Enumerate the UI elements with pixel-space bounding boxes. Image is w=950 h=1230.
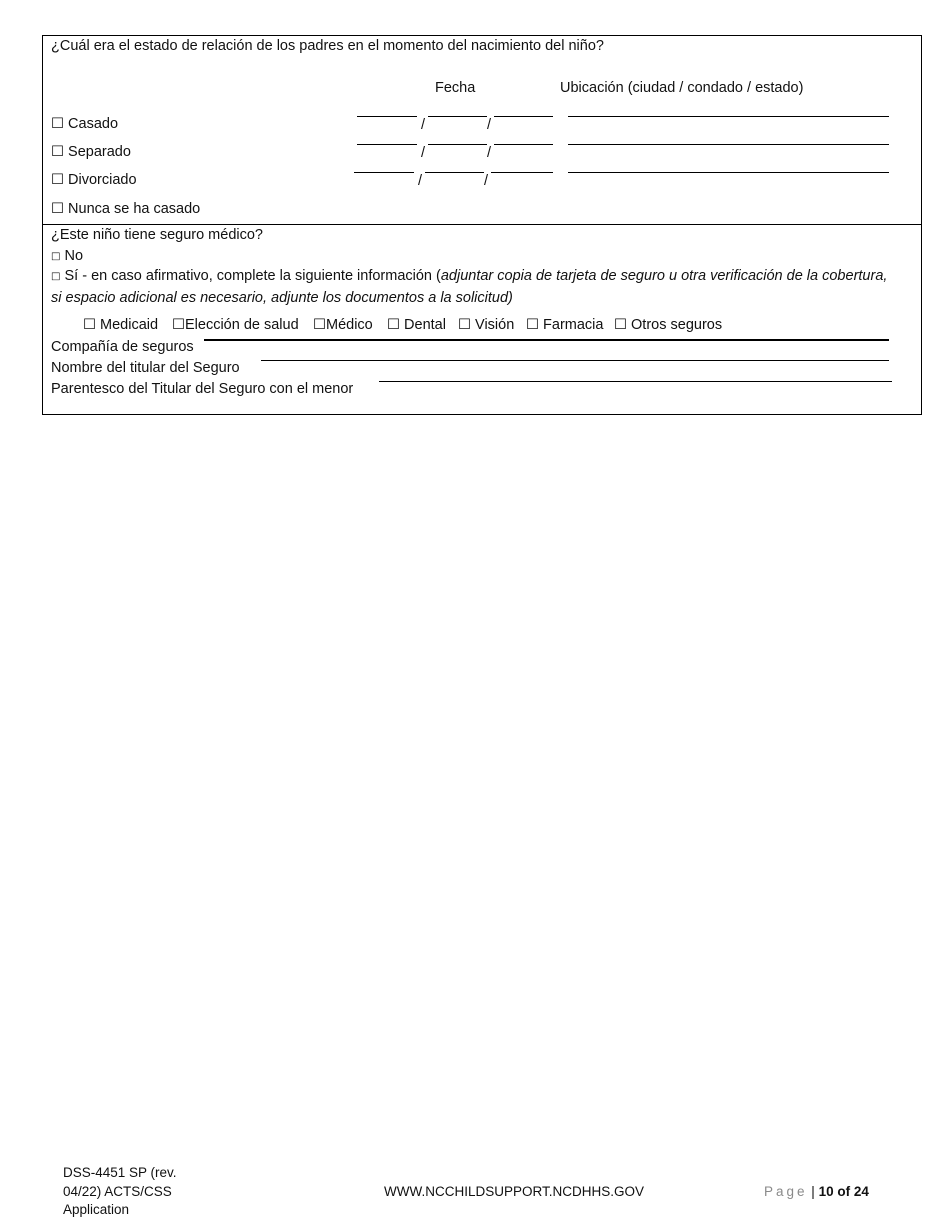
- holder-relationship-field[interactable]: [379, 381, 892, 382]
- page-word: Page: [764, 1184, 808, 1199]
- checkbox-never-married[interactable]: [51, 200, 200, 218]
- checkbox-icon: ☐: [313, 317, 326, 333]
- checkbox-yes[interactable]: [51, 266, 901, 309]
- checkbox-icon: ☐: [51, 172, 64, 188]
- page-indicator: [764, 1183, 869, 1202]
- date-day-field[interactable]: [425, 172, 484, 173]
- checkbox-separated[interactable]: [51, 143, 131, 161]
- date-day-field[interactable]: [428, 144, 487, 145]
- location-column-header: Ubicación (ciudad / condado / estado): [560, 80, 804, 96]
- form-id-line: DSS-4451 SP (rev.: [63, 1165, 177, 1180]
- location-field[interactable]: [568, 172, 889, 173]
- option-label: Casado: [68, 116, 119, 132]
- checkbox-icon: ☐: [458, 317, 471, 333]
- date-month-field[interactable]: [357, 116, 417, 117]
- insurance-company-field[interactable]: [204, 339, 889, 341]
- date-separator: /: [487, 145, 492, 161]
- policy-holder-label: Nombre del titular del Seguro: [51, 360, 240, 376]
- option-label: Medicaid: [100, 317, 159, 333]
- checkbox-married[interactable]: [51, 115, 118, 133]
- date-separator: /: [487, 117, 492, 133]
- marital-status-section: [42, 35, 922, 225]
- checkbox-medicaid[interactable]: [83, 316, 158, 334]
- option-label: Dental: [404, 317, 446, 333]
- page-number: 10 of 24: [818, 1184, 869, 1199]
- insurance-company-label: Compañía de seguros: [51, 339, 194, 355]
- option-label: Otros seguros: [631, 317, 723, 333]
- date-day-field[interactable]: [428, 116, 487, 117]
- insurance-question: ¿Este niño tiene seguro médico?: [51, 227, 263, 243]
- form-identifier: [63, 1164, 177, 1220]
- date-year-field[interactable]: [491, 172, 553, 173]
- checkbox-vision[interactable]: [458, 316, 514, 334]
- location-field[interactable]: [568, 116, 889, 117]
- option-label: Divorciado: [68, 172, 137, 188]
- date-year-field[interactable]: [494, 116, 553, 117]
- checkbox-icon: ☐: [83, 317, 96, 333]
- option-label: Médico: [326, 317, 373, 333]
- checkbox-icon: ☐: [614, 317, 627, 333]
- option-label: Sí - en caso afirmativo, complete la siguiente información (: [64, 268, 441, 284]
- form-id-line: 04/22) ACTS/CSS: [63, 1183, 172, 1199]
- date-separator: /: [421, 145, 426, 161]
- date-separator: /: [484, 173, 489, 189]
- location-field[interactable]: [568, 144, 889, 145]
- website-url: WWW.NCCHILDSUPPORT.NCDHHS.GOV: [384, 1184, 645, 1199]
- checkbox-dental[interactable]: [387, 316, 446, 334]
- checkbox-icon: ☐: [526, 317, 539, 333]
- checkbox-icon: □: [51, 271, 61, 282]
- option-label: Farmacia: [543, 317, 604, 333]
- checkbox-divorced[interactable]: [51, 171, 137, 189]
- checkbox-health-choice[interactable]: [172, 316, 299, 334]
- health-insurance-section: [42, 224, 922, 415]
- option-label: Visión: [475, 317, 515, 333]
- date-separator: /: [418, 173, 423, 189]
- checkbox-pharmacy[interactable]: [526, 316, 603, 334]
- date-separator: /: [421, 117, 426, 133]
- marital-status-question: ¿Cuál era el estado de relación de los padres en el momento del nacimiento del niño?: [51, 38, 604, 54]
- checkbox-icon: ☐: [51, 116, 64, 132]
- attachment-instructions: adjuntar copia de tarjeta de seguro u otra verificación de la cobertura, si espacio adicional es necesario, adjunte los documentos a la solicitud): [51, 268, 888, 306]
- checkbox-icon: □: [51, 251, 61, 262]
- checkbox-icon: ☐: [51, 201, 64, 217]
- holder-relationship-label: Parentesco del Titular del Seguro con el menor: [51, 381, 354, 397]
- option-label: No: [64, 248, 84, 264]
- date-month-field[interactable]: [354, 172, 414, 173]
- form-id-line: Application: [63, 1202, 130, 1217]
- option-label: Elección de salud: [185, 317, 299, 333]
- date-month-field[interactable]: [357, 144, 417, 145]
- checkbox-icon: ☐: [387, 317, 400, 333]
- date-year-field[interactable]: [494, 144, 553, 145]
- checkbox-icon: ☐: [172, 317, 185, 333]
- checkbox-other-insurance[interactable]: [614, 316, 722, 334]
- policy-holder-field[interactable]: [261, 360, 889, 361]
- checkbox-medical[interactable]: [313, 316, 373, 334]
- date-column-header: Fecha: [435, 80, 476, 96]
- checkbox-no[interactable]: [51, 247, 83, 267]
- option-label: Separado: [68, 144, 131, 160]
- checkbox-icon: ☐: [51, 144, 64, 160]
- option-label: Nunca se ha casado: [68, 201, 201, 217]
- page-separator: |: [811, 1184, 815, 1199]
